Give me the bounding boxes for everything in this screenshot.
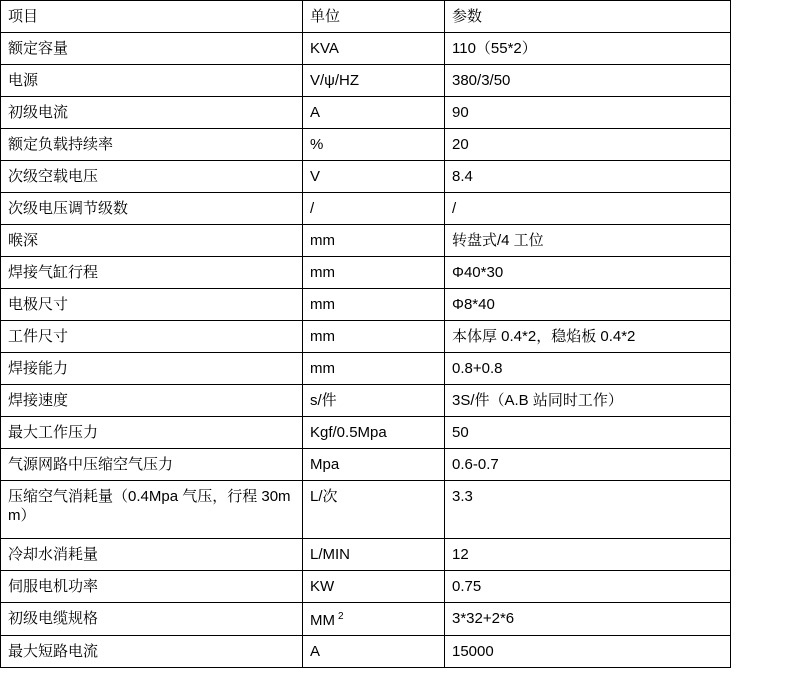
cell-unit: s/件 (303, 385, 445, 417)
table-row (1, 289, 731, 321)
cell-item: 电源 (1, 65, 303, 97)
cell-item: 工件尺寸 (1, 321, 303, 353)
cell-unit: V/ψ/HZ (303, 65, 445, 97)
cell-value: 380/3/50 (445, 65, 731, 97)
cell-item: 伺服电机功率 (1, 571, 303, 603)
column-header-value: 参数 (445, 1, 731, 33)
table-header (1, 1, 731, 33)
cell-unit: mm (303, 225, 445, 257)
cell-unit: mm (303, 289, 445, 321)
cell-value: 50 (445, 417, 731, 449)
cell-unit: KVA (303, 33, 445, 65)
cell-unit: Kgf/0.5Mpa (303, 417, 445, 449)
cell-item: 喉深 (1, 225, 303, 257)
cell-value: 8.4 (445, 161, 731, 193)
cell-item: 初级电缆规格 (1, 603, 303, 636)
cell-item: 额定容量 (1, 33, 303, 65)
cell-item: 最大工作压力 (1, 417, 303, 449)
cell-item: 气源网路中压缩空气压力 (1, 449, 303, 481)
column-header-unit: 单位 (303, 1, 445, 33)
cell-item: 额定负载持续率 (1, 129, 303, 161)
table-row (1, 129, 731, 161)
cell-item: 次级电压调节级数 (1, 193, 303, 225)
cell-unit: A (303, 97, 445, 129)
cell-value: 0.75 (445, 571, 731, 603)
cell-unit: / (303, 193, 445, 225)
cell-item: 焊接速度 (1, 385, 303, 417)
cell-item: 焊接能力 (1, 353, 303, 385)
cell-value: 90 (445, 97, 731, 129)
table-row (1, 321, 731, 353)
cell-value: 0.6-0.7 (445, 449, 731, 481)
table-header-row (1, 1, 731, 33)
cell-unit: L/次 (303, 481, 445, 539)
cell-item: 初级电流 (1, 97, 303, 129)
cell-unit: mm (303, 321, 445, 353)
table-row (1, 539, 731, 571)
table-row (1, 636, 731, 668)
cell-value: 转盘式/4 工位 (445, 225, 731, 257)
cell-value: Φ8*40 (445, 289, 731, 321)
table-row (1, 161, 731, 193)
cell-unit: A (303, 636, 445, 668)
cell-value: 3.3 (445, 481, 731, 539)
cell-value: Φ40*30 (445, 257, 731, 289)
table-row (1, 481, 731, 539)
cell-item: 压缩空气消耗量（0.4Mpa 气压，行程 30mm） (1, 481, 303, 539)
cell-unit: KW (303, 571, 445, 603)
table-row (1, 225, 731, 257)
cell-value: 3*32+2*6 (445, 603, 731, 636)
table-row (1, 193, 731, 225)
table-row (1, 417, 731, 449)
cell-item: 电极尺寸 (1, 289, 303, 321)
cell-unit: V (303, 161, 445, 193)
table-row (1, 571, 731, 603)
cell-value: 0.8+0.8 (445, 353, 731, 385)
cell-value: 本体厚 0.4*2，稳焰板 0.4*2 (445, 321, 731, 353)
cell-value: 15000 (445, 636, 731, 668)
cell-unit: MM $^2$ (303, 603, 445, 636)
table-row (1, 603, 731, 636)
cell-value: / (445, 193, 731, 225)
cell-unit: % (303, 129, 445, 161)
cell-item: 冷却水消耗量 (1, 539, 303, 571)
cell-unit: mm (303, 257, 445, 289)
cell-item: 焊接气缸行程 (1, 257, 303, 289)
table-row (1, 97, 731, 129)
cell-value: 12 (445, 539, 731, 571)
table-row (1, 449, 731, 481)
table-row (1, 33, 731, 65)
cell-value: 110（55*2） (445, 33, 731, 65)
table-row (1, 353, 731, 385)
cell-unit-exponent: 2 (338, 611, 344, 622)
column-header-item: 项目 (1, 1, 303, 33)
cell-unit: L/MIN (303, 539, 445, 571)
cell-value: 3S/件（A.B 站同时工作） (445, 385, 731, 417)
table-row (1, 257, 731, 289)
table-row (1, 65, 731, 97)
cell-value: 20 (445, 129, 731, 161)
table-body (1, 33, 731, 668)
cell-unit: Mpa (303, 449, 445, 481)
cell-item: 次级空载电压 (1, 161, 303, 193)
table-row (1, 385, 731, 417)
cell-unit: mm (303, 353, 445, 385)
cell-item: 最大短路电流 (1, 636, 303, 668)
